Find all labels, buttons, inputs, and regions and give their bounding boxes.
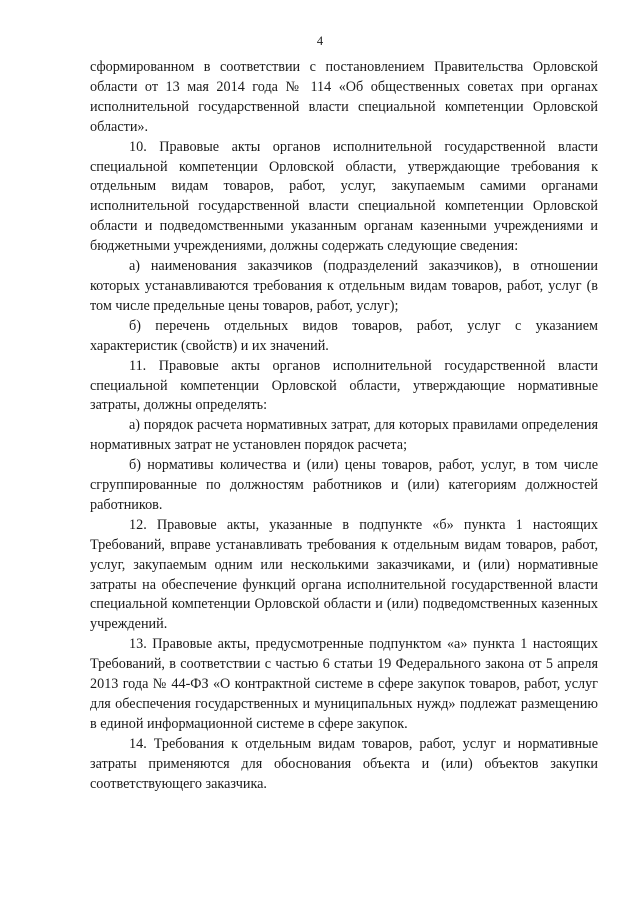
- paragraph-10-b: б) перечень отдельных видов товаров, работ, услуг с указанием характеристик (свойств) и их значений.: [90, 317, 598, 354]
- document-body: [90, 58, 598, 795]
- paragraph-14: 14. Требования к отдельным видам товаров, работ, услуг и нормативные затраты применяются для обоснования объекта и (или) объектов закупки соответствующего заказчика.: [90, 735, 598, 792]
- paragraph-11-a: а) порядок расчета нормативных затрат, для которых правилами определения нормативных затрат не установлен порядок расчета;: [90, 417, 598, 454]
- paragraph-10: 10. Правовые акты органов исполнительной государственной власти специальной компетенции Орловской области, утверждающие требования к отдельным видам товаров, работ, услуг, закупаемым самими органами исполнительной государственной власти специальной компетенции Орловской области и подведомственными указанным органам казенными учреждениями и бюджетными учреждениями, должны содержать следующие сведения:: [90, 138, 598, 255]
- page-number: 4: [316, 34, 324, 48]
- paragraph-10-a: а) наименования заказчиков (подразделений заказчиков), в отношении которых устанавливаются требования к отдельным видам товаров, работ, услуг (в том числе предельные цены товаров, работ, услуг);: [90, 258, 598, 314]
- paragraph-continuation: сформированном в соответствии с постановлением Правительства Орловской области от 13 мая 2014 года № 114 «Об общественных советах при органах исполнительной государственной власти специальной компетенции Орловской области».: [90, 59, 598, 135]
- paragraph-13: 13. Правовые акты, предусмотренные подпунктом «а» пункта 1 настоящих Требований, в соответствии с частью 6 статьи 19 Федерального закона от 5 апреля 2013 года № 44-ФЗ «О контрактной системе в сфере закупок товаров, работ, услуг для обеспечения государственных и муниципальных нужд» подлежат размещению в единой информационной системе в сфере закупок.: [90, 636, 598, 732]
- paragraph-11-b: б) нормативы количества и (или) цены товаров, работ, услуг, в том числе сгруппированные по должностям работников и (или) категориям должностей работников.: [90, 457, 598, 513]
- paragraph-11: 11. Правовые акты органов исполнительной государственной власти специальной компетенции Орловской области, утверждающие нормативные затраты, должны определять:: [90, 357, 598, 414]
- paragraph-12: 12. Правовые акты, указанные в подпункте «б» пункта 1 настоящих Требований, вправе устанавливать требования к отдельным видам товаров, работ, услуг, закупаемым одним или несколькими заказчиками, и (или) нормативные затраты на обеспечение функций органа исполнительной государственной власти специальной компетенции Орловской области и (или) подведомственных казенных учреждений.: [90, 516, 598, 633]
